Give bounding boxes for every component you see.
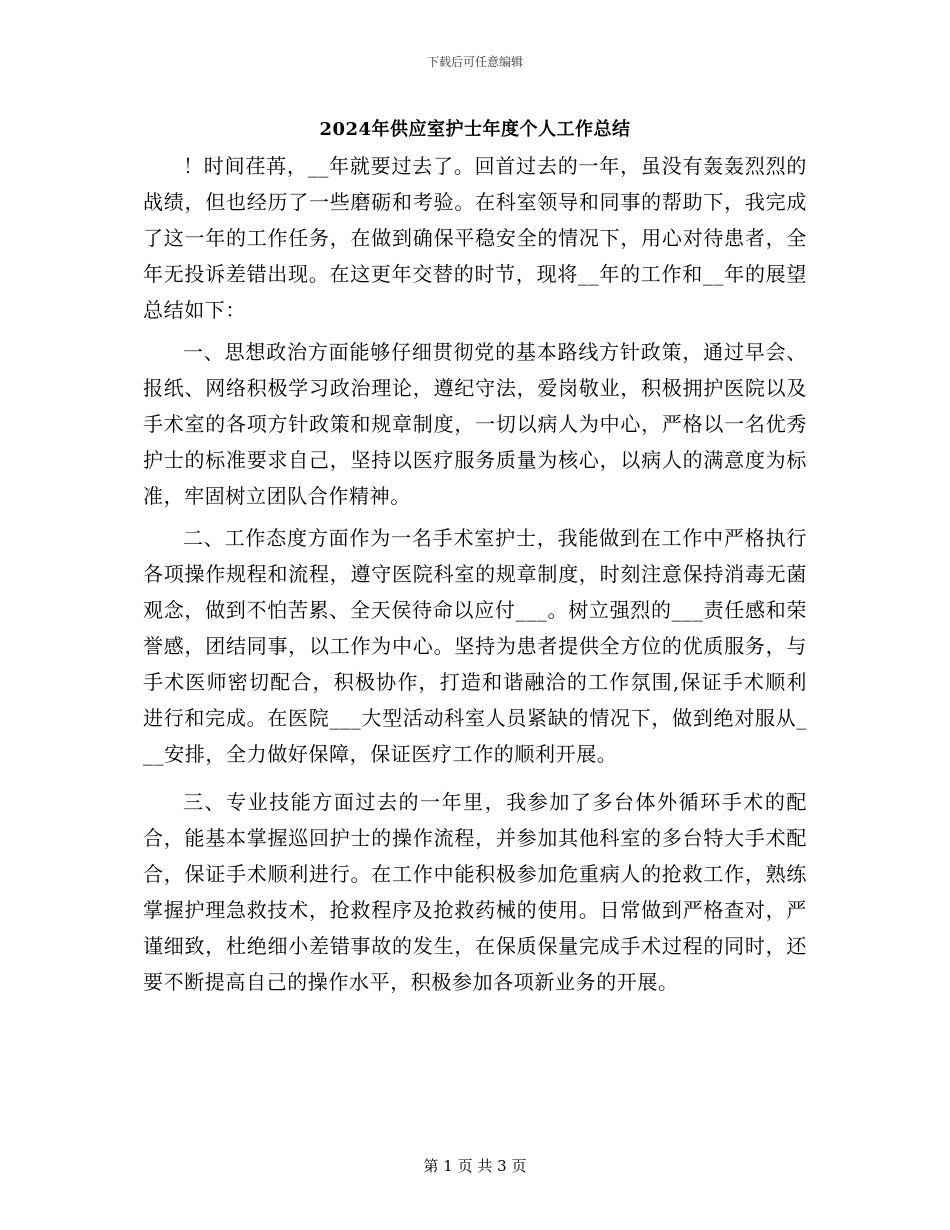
document-body (143, 148, 807, 1000)
header-note: 下载后可任意编辑 (426, 55, 523, 69)
document-title: 2024年供应室护士年度个人工作总结 (319, 119, 631, 140)
page-indicator: 第 1 页 共 3 页 (423, 1157, 527, 1175)
paragraph-attitude: 二、工作态度方面作为一名手术室护士，我能做到在工作中严格执行各项操作规程和流程，遵守医院科室的规章制度，时刻注意保持消毒无菌观念，做到不怕苦累、全天侯待命以应付___。树立强烈的___责任感和荣誉感，团结同事，以工作为中心。坚持为患者提供全方位的优质服务，与手术医师密切配合，积极协作，打造和谐融洽的工作氛围,保证手术顺利进行和完成。在医院___大型活动科室人员紧缺的情况下，做到绝对服从___安排，全力做好保障，保证医疗工作的顺利开展。 (143, 526, 807, 766)
paragraph-political: 一、思想政治方面能够仔细贯彻党的基本路线方针政策，通过早会、报纸、网络积极学习政治理论，遵纪守法，爱岗敬业，积极拥护医院以及手术室的各项方针政策和规章制度，一切以病人为中心，严格以一名优秀护士的标准要求自己，坚持以医疗服务质量为核心，以病人的满意度为标准，牢固树立团队合作精神。 (143, 340, 807, 508)
paragraph-skills: 三、专业技能方面过去的一年里，我参加了多台体外循环手术的配合，能基本掌握巡回护士的操作流程，并参加其他科室的多台特大手术配合，保证手术顺利进行。在工作中能积极参加危重病人的抢救工作，熟练掌握护理急救技术，抢救程序及抢救药械的使用。日常做到严格查对，严谨细致，杜绝细小差错事故的发生，在保质保量完成手术过程的同时，还要不断提高自己的操作水平，积极参加各项新业务的开展。 (143, 790, 807, 994)
paragraph-intro: ！时间荏苒，__年就要过去了。回首过去的一年，虽没有轰轰烈烈的战绩，但也经历了一些磨砺和考验。在科室领导和同事的帮助下，我完成了这一年的工作任务，在做到确保平稳安全的情况下，用心对待患者，全年无投诉差错出现。在这更年交替的时节，现将__年的工作和__年的展望总结如下： (143, 154, 807, 322)
